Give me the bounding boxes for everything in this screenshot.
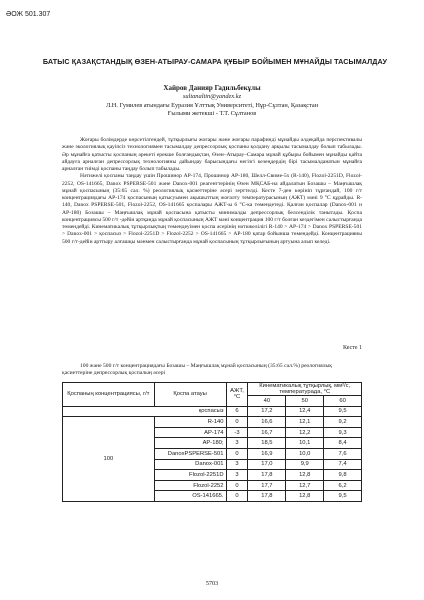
cell-azht: 3	[226, 438, 248, 449]
cell-v60: 9,2	[324, 417, 362, 428]
cell-v40: 16,9	[248, 448, 286, 459]
header-azht: АЖТ, °С	[226, 383, 248, 407]
table-number: Кесте 1	[342, 345, 362, 351]
paragraph: Нәтижелі қоспаны таңдау үшін Прошинор АР-174, Прошинор АР-180, Шелл-Свиме-5х (R-140), Flozol-2251D, Flozol-2252, OS-141665, Danox PSPERSE-501 және Danox-001 реагенттерінің Өзен МҚСАБ-на айдалатын Бозашы – Маңғышлақ мұнай қоспасының (35:65 сал. %) реологиялық қасиеттеріне әсері зерттелді. Кесте 7-ден көрініп тұрғандай, 100 г/т концентрациядағы АР-174 қоспасының қатысуымен ақышыттың жоғалту температурасының (АЖТ) мәні 9 °С құрайды. R-140, Danox PSPERSE-501, Flozol-2252, OS-141665 қоспалары АЖТ-ы 6 °С-ка төмендетеді. Қалған қоспалар (Danox-001 и АР-180) Бозашы – Маңғышлақ мұнай қоспасына қатысты минималды депрессорлық белсенділік танытады. Қоспа концентрациясы 500 г/т -дейін артқанда мұнай қоспасының АЖТ мәні концентрация 100 г/т болған кездегімен салыстырғанда төмендейді. Кинематикалық тұтқырлықтың төмендеуімен қоспа әсерінің нәтижелілігі R-140 > АР-174 > Danox PSPERSE-501 > Danox-001 > қоспасыз > Flozol-2251D > Flozol-2252 > OS-141665 > АР-180 қатар бойынша төмендейді. Концентрацияны 500 г/т-дейін арттыру алғашқы мәнмен салыстырғанда мұнай қоспасының тұтқырлығының артуына алып келеді.	[62, 173, 362, 245]
cell-v40: 16,7	[248, 427, 286, 438]
cell-additive: DanoxPSPERSE-501	[154, 448, 226, 459]
header-temp: 40	[248, 396, 286, 407]
cell-v60: 8,4	[324, 438, 362, 449]
cell-v50: 10,1	[286, 438, 324, 449]
cell-azht: 3	[226, 459, 248, 470]
cell-azht: 6	[226, 406, 248, 417]
cell-v60: 9,8	[324, 470, 362, 481]
cell-v50: 12,1	[286, 417, 324, 428]
table-row-no-additive	[63, 406, 362, 417]
cell-additive: АР-174	[154, 427, 226, 438]
cell-azht: -3	[226, 427, 248, 438]
cell-v50: 10,0	[286, 448, 324, 459]
udc-code: ӘОЖ 501.307	[6, 11, 51, 18]
data-table	[62, 382, 362, 502]
cell-v50: 9,9	[286, 459, 324, 470]
author-email: sultanaltin@yandex.kz	[182, 93, 242, 100]
table-row	[63, 417, 362, 428]
cell-azht: 0	[226, 491, 248, 502]
header-temp: 60	[324, 396, 362, 407]
cell-additive: АР-180;	[154, 438, 226, 449]
cell-v50: 12,2	[286, 427, 324, 438]
affiliation	[0, 102, 424, 118]
paper-title: БАТЫС ҚАЗАҚСТАНДЫҚ ӨЗЕН-АТЫРАУ-САМАРА ҚҰБЫР БОЙЫМЕН МҰНАЙДЫ ТАСЫМАЛДАУ	[42, 57, 388, 66]
table-caption: 100 және 500 г/т концентрациядағы Бозашы – Маңғышлақ мұнай қоспасының (35:65 сал.%) реологиялық қасиеттеріне депрессорлық қоспалың әсері	[62, 363, 332, 377]
cell-v50: 12,8	[286, 470, 324, 481]
cell-v60: 9,5	[324, 491, 362, 502]
cell-v60: 9,5	[324, 406, 362, 417]
cell-v40: 17,8	[248, 491, 286, 502]
cell-additive: Flozol-2251D	[154, 470, 226, 481]
concentration-value: 100	[63, 417, 155, 502]
affiliation-university: Л.Н. Гумилев атындағы Еуразия Ұлттық Университеті, Нұр-Сұлтан, Қазақстан	[105, 102, 319, 109]
cell-azht: 0	[226, 480, 248, 491]
affiliation-supervisor: Ғылыми жетекші - Т.Т. Сұлтанов	[167, 110, 257, 117]
cell-azht: 0	[226, 448, 248, 459]
table-header-row	[63, 383, 362, 396]
header-viscosity: Кинематикалық тұтқырлық, мм²/с, температурада, °С	[248, 383, 362, 396]
cell-v40: 17,8	[248, 470, 286, 481]
cell-additive: Danox-001	[154, 459, 226, 470]
cell-v60: 7,6	[324, 448, 362, 459]
header-temp: 50	[286, 396, 324, 407]
cell-v40: 17,2	[248, 406, 286, 417]
page-number: 5703	[205, 580, 219, 587]
cell-v50: 12,7	[286, 480, 324, 491]
cell-v40: 17,7	[248, 480, 286, 491]
cell-v40: 17,0	[248, 459, 286, 470]
author-name: Хайров Данияр Гадильбекұлы	[163, 84, 261, 92]
cell-v50: 12,4	[286, 406, 324, 417]
no-additive-label: қоспасыз	[63, 406, 227, 417]
cell-v40: 16,6	[248, 417, 286, 428]
cell-azht: 0	[226, 417, 248, 428]
cell-v60: 6,2	[324, 480, 362, 491]
header-additive-name: Қоспа атауы	[154, 383, 226, 407]
cell-additive: Flozol-2252	[154, 480, 226, 491]
cell-v60: 9,3	[324, 427, 362, 438]
cell-additive: OS-141665.	[154, 491, 226, 502]
body-text	[62, 137, 362, 246]
cell-v50: 12,8	[286, 491, 324, 502]
cell-v60: 7,4	[324, 459, 362, 470]
paragraph: Жоғары болімдерде көрсетілгендей, тұтқырлығы жоғары және жоғары парафинді мұнайды әлдеқайда перспективалы және экологиялық қауіпсіз технологиямен тасымалдау депрессорлық қоспаны қолдану арқылы тасымалдау болып табылады. Әр мұнайға қатысты қоспаның әрекеті ерекше болғандықтан, Өзен–Атырау–Самара мұнай құбыры бойымен мұнайды қайта айдауға арналған депрессорлық технологияны дайындау барысындағы негізгі кезеңдердің бірі тасымалданатын мұнайға арналған тиімді қоспаны таңдау болып табылады.	[62, 137, 362, 172]
cell-azht: 3	[226, 470, 248, 481]
cell-additive: R-140	[154, 417, 226, 428]
cell-v40: 18,5	[248, 438, 286, 449]
header-concentration: Қоспаның концентрациясы, г/т	[63, 383, 155, 407]
